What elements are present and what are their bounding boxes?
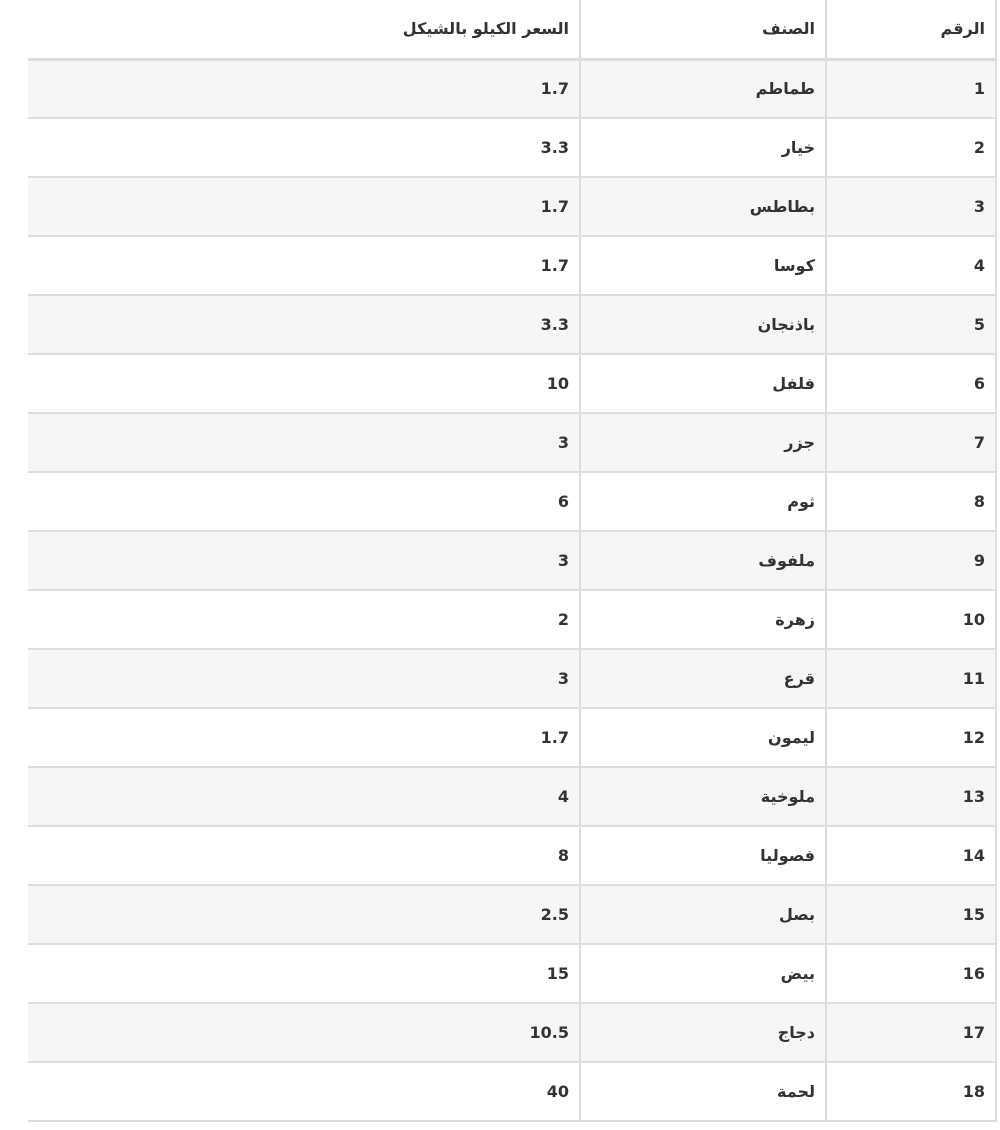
cell-item: ليمون xyxy=(580,708,826,767)
cell-price: 10 xyxy=(28,354,580,413)
header-item: الصنف xyxy=(580,0,826,59)
cell-item: بيض xyxy=(580,944,826,1003)
cell-number: 3 xyxy=(826,177,996,236)
table-row xyxy=(28,177,996,236)
cell-price: 3 xyxy=(28,531,580,590)
table-row xyxy=(28,531,996,590)
cell-number: 14 xyxy=(826,826,996,885)
header-price: السعر الكيلو بالشيكل xyxy=(28,0,580,59)
cell-item: ثوم xyxy=(580,472,826,531)
cell-price: 3 xyxy=(28,649,580,708)
cell-price: 1.7 xyxy=(28,177,580,236)
table-row xyxy=(28,590,996,649)
table-row xyxy=(28,413,996,472)
cell-item: فصوليا xyxy=(580,826,826,885)
cell-number: 10 xyxy=(826,590,996,649)
table-header xyxy=(28,0,996,59)
cell-price: 1.7 xyxy=(28,236,580,295)
cell-price: 40 xyxy=(28,1062,580,1121)
table-row xyxy=(28,472,996,531)
table-row xyxy=(28,1062,996,1121)
cell-price: 6 xyxy=(28,472,580,531)
cell-item: باذنجان xyxy=(580,295,826,354)
cell-number: 2 xyxy=(826,118,996,177)
cell-price: 3.3 xyxy=(28,295,580,354)
cell-price: 1.7 xyxy=(28,59,580,118)
cell-number: 7 xyxy=(826,413,996,472)
cell-item: بصل xyxy=(580,885,826,944)
cell-number: 1 xyxy=(826,59,996,118)
cell-price: 4 xyxy=(28,767,580,826)
cell-price: 2 xyxy=(28,590,580,649)
price-table-container xyxy=(28,0,996,1122)
cell-price: 10.5 xyxy=(28,1003,580,1062)
table-row xyxy=(28,59,996,118)
header-number: الرقم xyxy=(826,0,996,59)
cell-number: 12 xyxy=(826,708,996,767)
cell-item: ملفوف xyxy=(580,531,826,590)
cell-number: 4 xyxy=(826,236,996,295)
table-row xyxy=(28,708,996,767)
table-row xyxy=(28,944,996,1003)
table-row xyxy=(28,1003,996,1062)
table-row xyxy=(28,826,996,885)
cell-number: 13 xyxy=(826,767,996,826)
cell-price: 15 xyxy=(28,944,580,1003)
cell-price: 2.5 xyxy=(28,885,580,944)
table-body xyxy=(28,59,996,1121)
cell-number: 5 xyxy=(826,295,996,354)
table-row xyxy=(28,118,996,177)
cell-price: 3 xyxy=(28,413,580,472)
cell-item: بطاطس xyxy=(580,177,826,236)
cell-price: 1.7 xyxy=(28,708,580,767)
table-row xyxy=(28,236,996,295)
cell-item: خيار xyxy=(580,118,826,177)
cell-number: 8 xyxy=(826,472,996,531)
cell-item: ملوخية xyxy=(580,767,826,826)
cell-item: جزر xyxy=(580,413,826,472)
table-row xyxy=(28,885,996,944)
cell-item: لحمة xyxy=(580,1062,826,1121)
cell-item: طماطم xyxy=(580,59,826,118)
cell-number: 11 xyxy=(826,649,996,708)
cell-item: كوسا xyxy=(580,236,826,295)
table-row xyxy=(28,767,996,826)
table-row xyxy=(28,649,996,708)
cell-item: قرع xyxy=(580,649,826,708)
cell-item: زهرة xyxy=(580,590,826,649)
cell-number: 18 xyxy=(826,1062,996,1121)
cell-number: 17 xyxy=(826,1003,996,1062)
cell-number: 6 xyxy=(826,354,996,413)
table-row xyxy=(28,295,996,354)
cell-price: 8 xyxy=(28,826,580,885)
cell-item: فلفل xyxy=(580,354,826,413)
header-row xyxy=(28,0,996,59)
price-table xyxy=(28,0,997,1122)
cell-number: 15 xyxy=(826,885,996,944)
cell-price: 3.3 xyxy=(28,118,580,177)
cell-number: 9 xyxy=(826,531,996,590)
table-row xyxy=(28,354,996,413)
cell-number: 16 xyxy=(826,944,996,1003)
cell-item: دجاج xyxy=(580,1003,826,1062)
